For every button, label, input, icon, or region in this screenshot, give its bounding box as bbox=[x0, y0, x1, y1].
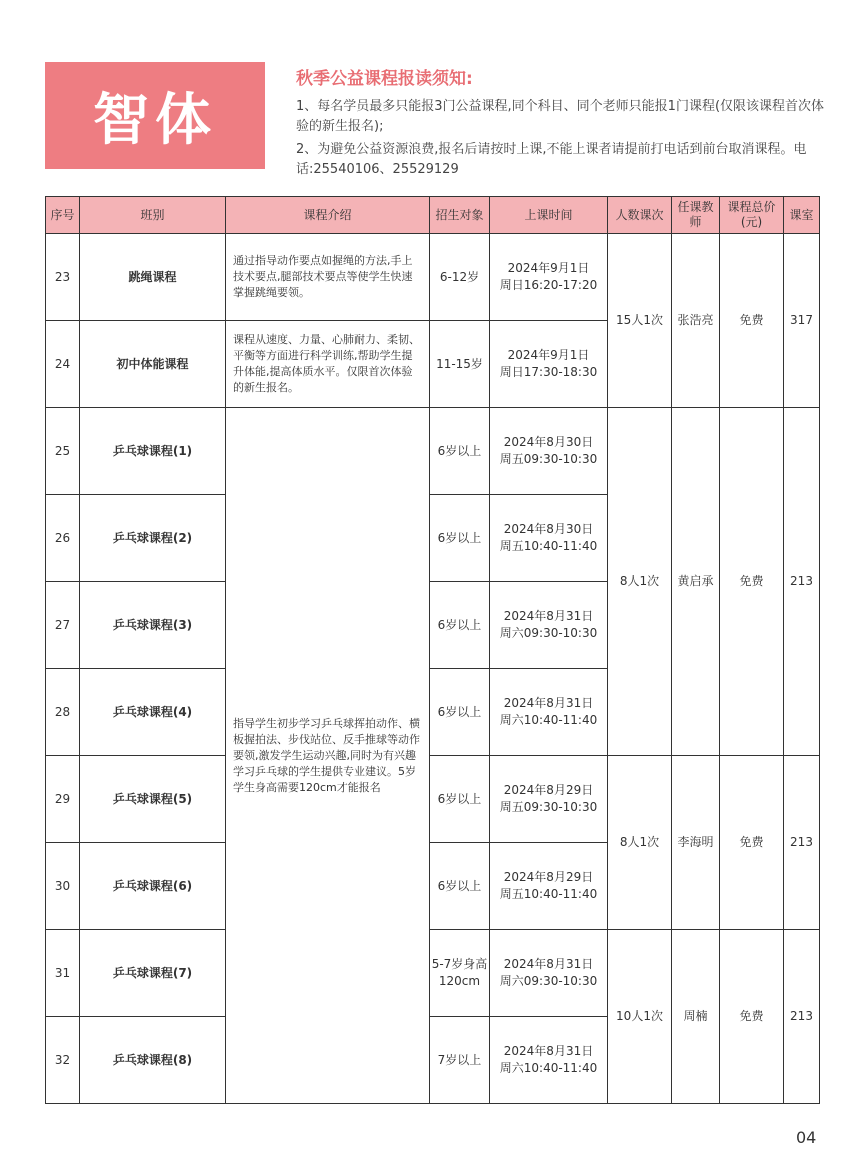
course-name: 初中体能课程 bbox=[80, 321, 226, 408]
course-table-container bbox=[45, 196, 819, 1104]
header-description: 课程介绍 bbox=[226, 197, 430, 234]
notice-item-2: 2、为避免公益资源浪费,报名后请按时上课,不能上课者请提前打电话到前台取消课程。电话:25540106、25529129 bbox=[296, 142, 807, 177]
group-capacity: 8人1次 bbox=[608, 756, 672, 930]
group-price: 免费 bbox=[720, 408, 784, 756]
course-period: 周五10:40-11:40 bbox=[499, 887, 598, 901]
row-number: 30 bbox=[46, 843, 80, 930]
course-period: 周日17:30-18:30 bbox=[499, 365, 598, 379]
course-name: 乒乓球课程(7) bbox=[80, 930, 226, 1017]
course-target: 6岁以上 bbox=[430, 582, 490, 669]
course-time bbox=[490, 669, 608, 756]
course-time bbox=[490, 234, 608, 321]
notice-title: 秋季公益课程报读须知: bbox=[296, 69, 473, 89]
row-number: 27 bbox=[46, 582, 80, 669]
row-number: 32 bbox=[46, 1017, 80, 1104]
notice-item-1: 1、每名学员最多只能报3门公益课程,同个科目、同个老师只能报1门课程(仅限该课程首次体验的新生报名); bbox=[296, 99, 825, 134]
header-target: 招生对象 bbox=[430, 197, 490, 234]
course-date: 2024年8月31日 bbox=[503, 609, 594, 623]
course-date: 2024年9月1日 bbox=[507, 348, 590, 362]
course-date: 2024年9月1日 bbox=[507, 261, 590, 275]
course-name: 跳绳课程 bbox=[80, 234, 226, 321]
course-period: 周六09:30-10:30 bbox=[499, 974, 598, 988]
table-header-row bbox=[46, 197, 820, 234]
enrollment-notice bbox=[296, 64, 826, 183]
course-period: 周五10:40-11:40 bbox=[499, 539, 598, 553]
course-description: 通过指导动作要点如握绳的方法,手上技术要点,腿部技术要点等使学生快速掌握跳绳要领。 bbox=[226, 234, 430, 321]
course-period: 周六10:40-11:40 bbox=[499, 1061, 598, 1075]
header-no: 序号 bbox=[46, 197, 80, 234]
course-table bbox=[45, 196, 820, 1104]
row-number: 23 bbox=[46, 234, 80, 321]
course-period: 周五09:30-10:30 bbox=[499, 452, 598, 466]
course-time bbox=[490, 321, 608, 408]
row-number: 25 bbox=[46, 408, 80, 495]
course-target: 6岁以上 bbox=[430, 495, 490, 582]
course-name: 乒乓球课程(2) bbox=[80, 495, 226, 582]
table-row bbox=[46, 756, 820, 843]
group-room: 213 bbox=[784, 408, 820, 756]
course-date: 2024年8月31日 bbox=[503, 1044, 594, 1058]
course-date: 2024年8月31日 bbox=[503, 696, 594, 710]
row-number: 29 bbox=[46, 756, 80, 843]
table-row bbox=[46, 408, 820, 495]
group-teacher: 周楠 bbox=[672, 930, 720, 1104]
group-room: 317 bbox=[784, 234, 820, 408]
course-target: 11-15岁 bbox=[430, 321, 490, 408]
section-banner bbox=[45, 62, 265, 169]
header-time: 上课时间 bbox=[490, 197, 608, 234]
course-date: 2024年8月29日 bbox=[503, 783, 594, 797]
row-number: 28 bbox=[46, 669, 80, 756]
group-teacher: 黄启承 bbox=[672, 408, 720, 756]
row-number: 24 bbox=[46, 321, 80, 408]
header-price: 课程总价(元) bbox=[720, 197, 784, 234]
group-teacher: 张浩亮 bbox=[672, 234, 720, 408]
course-description: 课程从速度、力量、心肺耐力、柔韧、平衡等方面进行科学训练,帮助学生提升体能,提高体质水平。仅限首次体验的新生报名。 bbox=[226, 321, 430, 408]
header-capacity: 人数课次 bbox=[608, 197, 672, 234]
header-teacher: 任课教师 bbox=[672, 197, 720, 234]
group-price: 免费 bbox=[720, 234, 784, 408]
course-date: 2024年8月30日 bbox=[503, 522, 594, 536]
table-row bbox=[46, 930, 820, 1017]
header-room: 课室 bbox=[784, 197, 820, 234]
course-date: 2024年8月30日 bbox=[503, 435, 594, 449]
group-price: 免费 bbox=[720, 756, 784, 930]
course-name: 乒乓球课程(5) bbox=[80, 756, 226, 843]
group-price: 免费 bbox=[720, 930, 784, 1104]
course-date: 2024年8月29日 bbox=[503, 870, 594, 884]
course-time bbox=[490, 408, 608, 495]
course-name: 乒乓球课程(4) bbox=[80, 669, 226, 756]
course-target: 6岁以上 bbox=[430, 756, 490, 843]
table-row bbox=[46, 234, 820, 321]
course-date: 2024年8月31日 bbox=[503, 957, 594, 971]
row-number: 26 bbox=[46, 495, 80, 582]
course-time bbox=[490, 756, 608, 843]
course-time bbox=[490, 1017, 608, 1104]
course-period: 周六09:30-10:30 bbox=[499, 626, 598, 640]
group-room: 213 bbox=[784, 930, 820, 1104]
group-capacity: 10人1次 bbox=[608, 930, 672, 1104]
course-name: 乒乓球课程(1) bbox=[80, 408, 226, 495]
group-teacher: 李海明 bbox=[672, 756, 720, 930]
course-name: 乒乓球课程(8) bbox=[80, 1017, 226, 1104]
course-time bbox=[490, 495, 608, 582]
group-capacity: 15人1次 bbox=[608, 234, 672, 408]
course-period: 周日16:20-17:20 bbox=[499, 278, 598, 292]
course-time bbox=[490, 582, 608, 669]
course-period: 周五09:30-10:30 bbox=[499, 800, 598, 814]
course-period: 周六10:40-11:40 bbox=[499, 713, 598, 727]
course-target: 7岁以上 bbox=[430, 1017, 490, 1104]
course-target: 6-12岁 bbox=[430, 234, 490, 321]
course-time bbox=[490, 843, 608, 930]
course-target: 5-7岁身高120cm bbox=[430, 930, 490, 1017]
course-target: 6岁以上 bbox=[430, 843, 490, 930]
course-name: 乒乓球课程(3) bbox=[80, 582, 226, 669]
page-number: 04 bbox=[796, 1128, 817, 1147]
course-target: 6岁以上 bbox=[430, 669, 490, 756]
row-number: 31 bbox=[46, 930, 80, 1017]
course-time bbox=[490, 930, 608, 1017]
course-name: 乒乓球课程(6) bbox=[80, 843, 226, 930]
header-class: 班别 bbox=[80, 197, 226, 234]
course-description: 指导学生初步学习乒乓球挥拍动作、横板握拍法、步伐站位、反手推球等动作要领,激发学生运动兴趣,同时为有兴趣学习乒乓球的学生提供专业建议。5岁学生身高需要120cm才能报名 bbox=[226, 408, 430, 1104]
group-capacity: 8人1次 bbox=[608, 408, 672, 756]
section-title: 智体 bbox=[93, 87, 217, 153]
group-room: 213 bbox=[784, 756, 820, 930]
course-target: 6岁以上 bbox=[430, 408, 490, 495]
